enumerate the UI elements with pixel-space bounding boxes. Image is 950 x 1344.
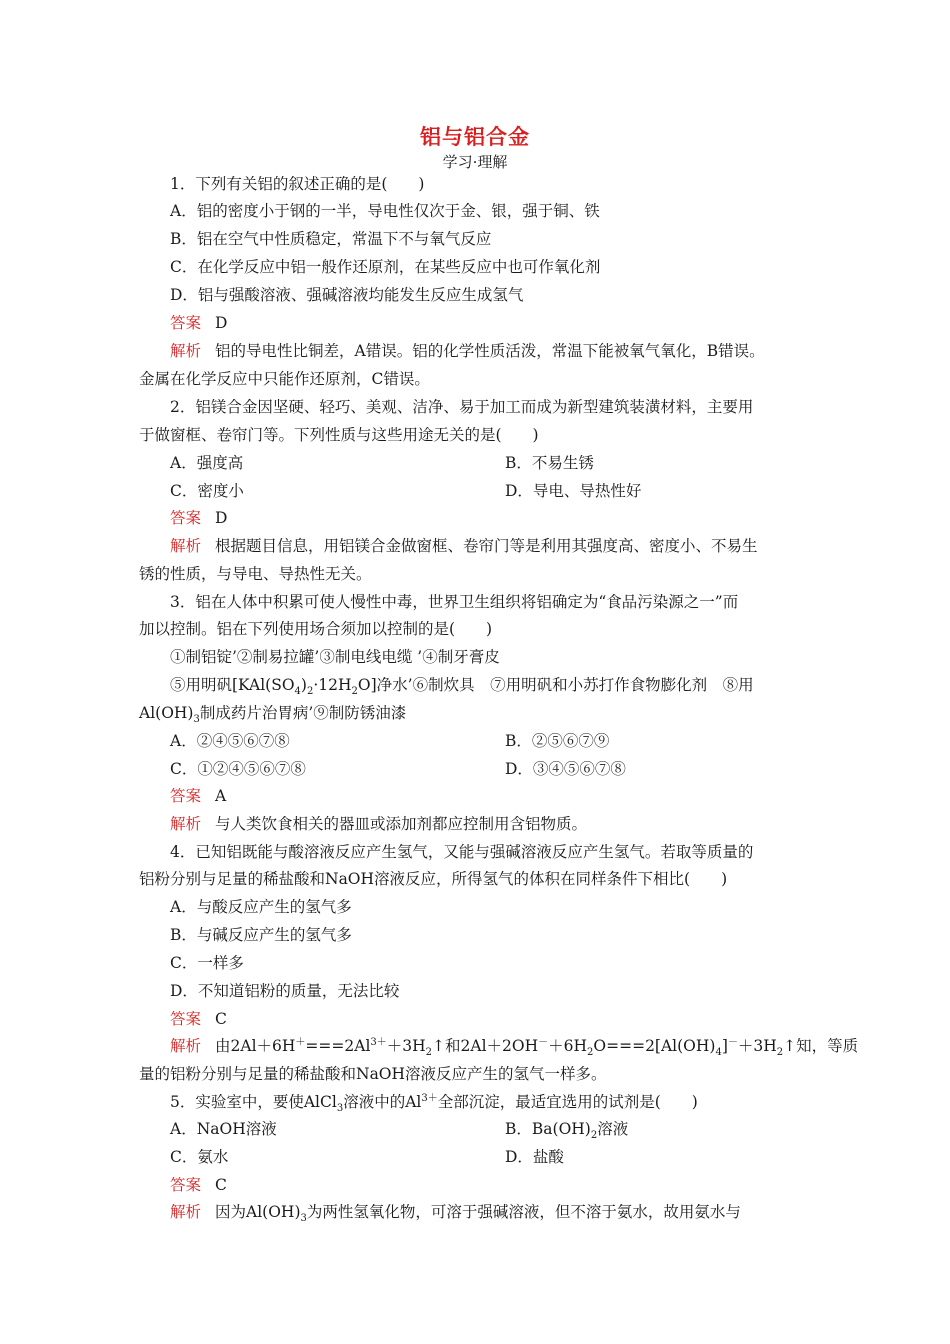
text-run: O]净水’⑥制炊具 ⑦用明矾和小苏打作食物膨化剂 ⑧用 — [357, 676, 754, 694]
question-2-option-d: D．导电、导热性好 — [505, 482, 642, 500]
question-3-option-c: C．①②④⑤⑥⑦⑧ — [170, 760, 306, 778]
question-4-stem-cont: 铝粉分别与足量的稀盐酸和NaOH溶液反应，所得氢气的体积在同样条件下相比( ) — [139, 870, 728, 888]
question-4-option-b: B．与碱反应产生的氢气多 — [170, 926, 352, 944]
question-2-analysis-cont: 锈的性质，与导电、导热性无关。 — [139, 565, 372, 583]
question-5-analysis — [170, 1201, 846, 1223]
question-3-items-1: ①制铝锭’②制易拉罐’③制电线电缆 ’④制牙膏皮 — [170, 648, 500, 666]
text-run: ↑和2Al＋2OH — [432, 1037, 539, 1055]
question-2-option-c: C．密度小 — [170, 482, 244, 500]
text-run: ＋6H — [548, 1037, 588, 1055]
analysis-label: 解析 — [170, 815, 202, 833]
question-5-answer — [170, 1174, 846, 1196]
answer-label: 答案 — [170, 787, 202, 805]
analysis-label: 解析 — [170, 1037, 202, 1055]
question-2-stem: 2．铝镁合金因坚硬、轻巧、美观、洁净、易于加工而成为新型建筑装潢材料，主要用 — [170, 398, 754, 416]
question-3-option-d: D．③④⑤⑥⑦⑧ — [505, 760, 626, 778]
page-title: 铝与铝合金 — [420, 124, 530, 149]
answer-value: C — [215, 1010, 227, 1028]
text-run: 5．实验室中，要使AlCl — [170, 1093, 337, 1111]
answer-label: 答案 — [170, 1010, 202, 1028]
text-run: 制成药片治胃病’⑨制防锈油漆 — [199, 704, 407, 722]
question-3-stem: 3．铝在人体中积累可使人慢性中毒，世界卫生组织将铝确定为“食品污染源之一”而 — [170, 593, 739, 611]
subscript: 2 — [351, 686, 358, 698]
question-1-analysis — [170, 340, 846, 362]
text-run: ＋3H — [737, 1037, 777, 1055]
question-1-answer — [170, 312, 846, 334]
text-run: 溶液中的Al — [343, 1093, 422, 1111]
question-2-answer — [170, 507, 846, 529]
question-5-option-a: A．NaOH溶液 — [170, 1120, 277, 1138]
question-3-items-3 — [139, 702, 815, 724]
text-run: 全部沉淀，最适宜选用的试剂是( ) — [437, 1093, 698, 1111]
text-run: ·12H — [313, 676, 352, 694]
text-run: ＋3H — [386, 1037, 426, 1055]
text-run: ===2Al — [305, 1037, 371, 1055]
subscript: 3 — [336, 1103, 344, 1115]
text-run: 为两性氢氧化物，可溶于强碱溶液，但不溶于氨水，故用氨水与 — [306, 1203, 741, 1221]
subscript: 3 — [193, 714, 200, 726]
superscript: ＋ — [295, 1036, 306, 1048]
subscript: 2 — [587, 1047, 594, 1059]
answer-value: D — [215, 509, 228, 527]
answer-value: C — [215, 1176, 227, 1194]
text-run: ⑤用明矾[KAl(SO — [170, 676, 295, 694]
question-4-option-d: D．不知道铝粉的质量，无法比较 — [170, 982, 400, 1000]
question-3-analysis — [170, 813, 846, 835]
analysis-text: 与人类饮食相关的器皿或添加剂都应控制用含铝物质。 — [215, 815, 588, 833]
question-4-answer — [170, 1008, 846, 1030]
text-run: ↑知，等质 — [783, 1037, 859, 1055]
question-2-option-a: A．强度高 — [170, 454, 244, 472]
answer-label: 答案 — [170, 314, 202, 332]
text-run: 由2Al＋6H — [215, 1037, 296, 1055]
analysis-text: 根据题目信息，用铝镁合金做窗框、卷帘门等是利用其强度高、密度小、不易生 — [215, 537, 758, 555]
superscript: 3＋ — [421, 1092, 438, 1104]
analysis-label: 解析 — [170, 537, 202, 555]
subscript: 2 — [425, 1047, 433, 1059]
question-3-answer — [170, 785, 846, 807]
analysis-text: 铝的导电性比铜差，A错误。铝的化学性质活泼，常温下能被氧气氧化，B错误。 — [215, 342, 765, 360]
question-5-option-b — [505, 1118, 950, 1140]
question-5-option-d: D．盐酸 — [505, 1148, 564, 1166]
question-5-stem — [170, 1091, 846, 1113]
superscript: － — [538, 1036, 549, 1048]
question-1-analysis-cont: 金属在化学反应中只能作还原剂，C错误。 — [139, 370, 430, 388]
subscript: 4 — [715, 1047, 722, 1059]
question-1-option-a: A．铝的密度小于钢的一半，导电性仅次于金、银，强于铜、铁 — [170, 202, 600, 220]
subscript: 2 — [306, 686, 314, 698]
question-5-option-c: C．氨水 — [170, 1148, 229, 1166]
text-run: 因为Al(OH) — [215, 1203, 301, 1221]
question-1-option-d: D．铝与强酸溶液、强碱溶液均能发生反应生成氢气 — [170, 286, 524, 304]
question-1-option-c: C．在化学反应中铝一般作还原剂，在某些反应中也可作氧化剂 — [170, 258, 601, 276]
question-3-option-a: A．②④⑤⑥⑦⑧ — [170, 732, 290, 750]
subscript: 4 — [294, 686, 301, 698]
question-3-option-b: B．②⑤⑥⑦⑨ — [505, 732, 610, 750]
question-1-stem: 1．下列有关铝的叙述正确的是( ) — [170, 175, 425, 193]
answer-label: 答案 — [170, 1176, 202, 1194]
analysis-label: 解析 — [170, 342, 202, 360]
question-3-stem-cont: 加以控制。铝在下列使用场合须加以控制的是( ) — [139, 620, 493, 638]
question-4-analysis-cont: 量的铝粉分别与足量的稀盐酸和NaOH溶液反应产生的氢气一样多。 — [139, 1065, 607, 1083]
analysis-label: 解析 — [170, 1203, 202, 1221]
question-4-option-c: C．一样多 — [170, 954, 244, 972]
superscript: 3＋ — [370, 1036, 387, 1048]
question-4-analysis — [170, 1035, 859, 1059]
text-run: Al(OH) — [139, 704, 194, 722]
text-run: ] — [721, 1037, 728, 1055]
question-4-stem: 4．已知铝既能与酸溶液反应产生氢气，又能与强碱溶液反应产生氢气。若取等质量的 — [170, 843, 754, 861]
question-2-option-b: B．不易生锈 — [505, 454, 594, 472]
subscript: 3 — [300, 1213, 307, 1225]
text-run: B．Ba(OH) — [505, 1120, 591, 1138]
text-run: 溶液 — [597, 1120, 629, 1138]
question-2-stem-cont: 于做窗框、卷帘门等。下列性质与这些用途无关的是( ) — [139, 426, 539, 444]
answer-value: D — [215, 314, 228, 332]
question-1-option-b: B．铝在空气中性质稳定，常温下不与氧气反应 — [170, 230, 492, 248]
question-2-analysis — [170, 535, 846, 557]
subscript: 2 — [776, 1047, 784, 1059]
superscript: － — [727, 1036, 738, 1048]
text-run: O===2[Al(OH) — [593, 1037, 716, 1055]
question-3-items-2 — [170, 674, 846, 696]
page-subtitle: 学习·理解 — [442, 153, 508, 171]
answer-value: A — [215, 787, 227, 805]
answer-label: 答案 — [170, 509, 202, 527]
text-run: ) — [300, 676, 307, 694]
question-4-option-a: A．与酸反应产生的氢气多 — [170, 898, 352, 916]
subscript: 2 — [590, 1130, 598, 1142]
